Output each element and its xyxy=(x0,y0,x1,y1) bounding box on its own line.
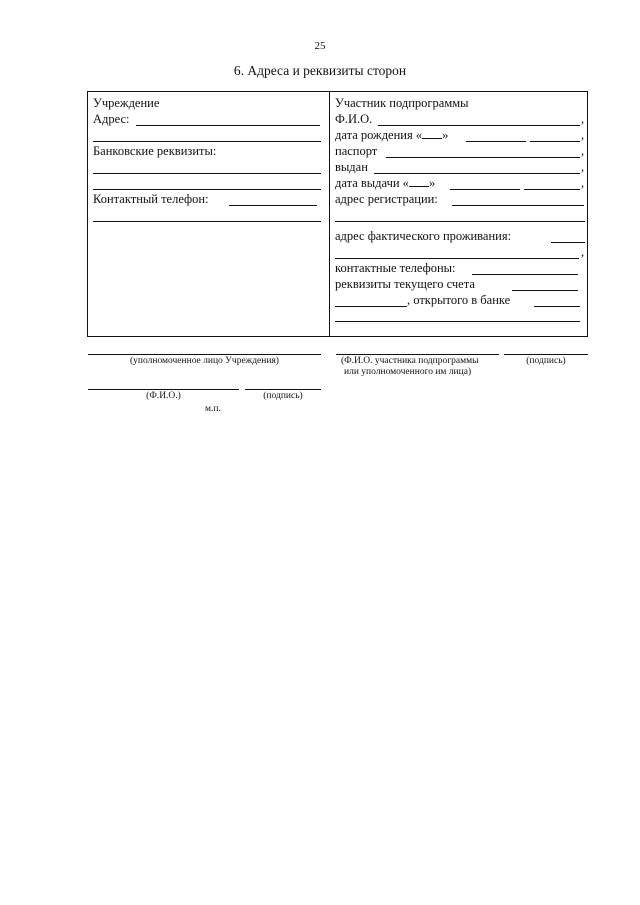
issue-date-quote: » xyxy=(428,176,436,190)
birthdate-day-line xyxy=(422,128,442,139)
participant-issued-line xyxy=(374,173,580,174)
participant-passport-label: паспорт xyxy=(335,144,378,158)
institution-phone-label: Контактный телефон: xyxy=(93,192,209,206)
actual-address-comma: , xyxy=(581,245,585,259)
birthdate-comma: , xyxy=(581,128,585,142)
participant-reg-address-line-2 xyxy=(335,221,585,222)
institution-phone-line xyxy=(229,205,317,206)
participant-passport-line xyxy=(386,157,580,158)
institution-signature-caption: (уполномоченное лицо Учреждения) xyxy=(130,356,279,366)
issue-date-label: дата выдачи « xyxy=(335,176,409,190)
institution-sign-caption: (подпись) xyxy=(263,391,303,401)
participant-issued-label: выдан xyxy=(335,160,368,174)
institution-phone-line-2 xyxy=(93,221,321,222)
institution-address-label: Адрес: xyxy=(93,112,130,126)
participant-actual-address-line-2 xyxy=(335,258,579,259)
participant-birthdate-row xyxy=(335,128,448,142)
participant-account-number-line xyxy=(335,306,407,307)
participant-bank-name-line xyxy=(534,306,580,307)
institution-bank-line xyxy=(93,173,321,174)
page-number: 25 xyxy=(314,40,326,52)
participant-reg-address-line xyxy=(452,205,584,206)
participant-signature-line xyxy=(504,354,588,355)
institution-address-line xyxy=(136,125,320,126)
birthdate-quote: » xyxy=(442,128,449,142)
institution-fio-caption: (Ф.И.О.) xyxy=(146,391,181,401)
section-title: 6. Адреса и реквизиты сторон xyxy=(233,63,407,78)
participant-reg-address-label: адрес регистрации: xyxy=(335,192,438,206)
participant-phones-label: контактные телефоны: xyxy=(335,261,456,275)
institution-heading: Учреждение xyxy=(93,96,160,110)
participant-issue-date-row xyxy=(335,176,435,190)
participant-fio-label: Ф.И.О. xyxy=(335,112,373,126)
institution-fio-line xyxy=(88,389,239,390)
issue-date-comma: , xyxy=(581,176,585,190)
institution-signature-line xyxy=(88,354,321,355)
passport-comma: , xyxy=(581,144,585,158)
participant-heading: Участник подпрограммы xyxy=(335,96,469,110)
stamp-caption: м.п. xyxy=(205,404,221,414)
participant-fio-line xyxy=(378,125,580,126)
issued-comma: , xyxy=(581,160,585,174)
participant-name-line xyxy=(336,354,499,355)
participant-phones-line xyxy=(472,274,578,275)
issue-date-month-line xyxy=(450,189,520,190)
participant-actual-address-line xyxy=(551,242,585,243)
participant-signature-caption-1: (Ф.И.О. участника подпрограммы xyxy=(341,356,479,366)
table-column-divider xyxy=(329,91,330,337)
institution-address-line-2 xyxy=(93,141,321,142)
participant-fio-comma: , xyxy=(581,112,585,126)
institution-bank-line-2 xyxy=(93,189,321,190)
participant-account-label: реквизиты текущего счета xyxy=(335,277,475,291)
institution-bank-label: Банковские реквизиты: xyxy=(93,144,217,158)
birthdate-label: дата рождения « xyxy=(335,128,423,142)
birthdate-month-line xyxy=(466,141,526,142)
issue-date-year-line xyxy=(524,189,580,190)
birthdate-year-line xyxy=(530,141,580,142)
participant-bank-opened-label: , открытого в банке xyxy=(407,293,511,307)
participant-bank-line-2 xyxy=(335,321,580,322)
institution-sign-line xyxy=(245,389,321,390)
participant-account-line xyxy=(512,290,578,291)
participant-actual-address-label: адрес фактического проживания: xyxy=(335,229,512,243)
participant-signature-sign-caption: (подпись) xyxy=(526,356,566,366)
participant-signature-caption-2: или уполномоченного им лица) xyxy=(344,367,472,377)
issue-date-day-line xyxy=(409,176,429,187)
